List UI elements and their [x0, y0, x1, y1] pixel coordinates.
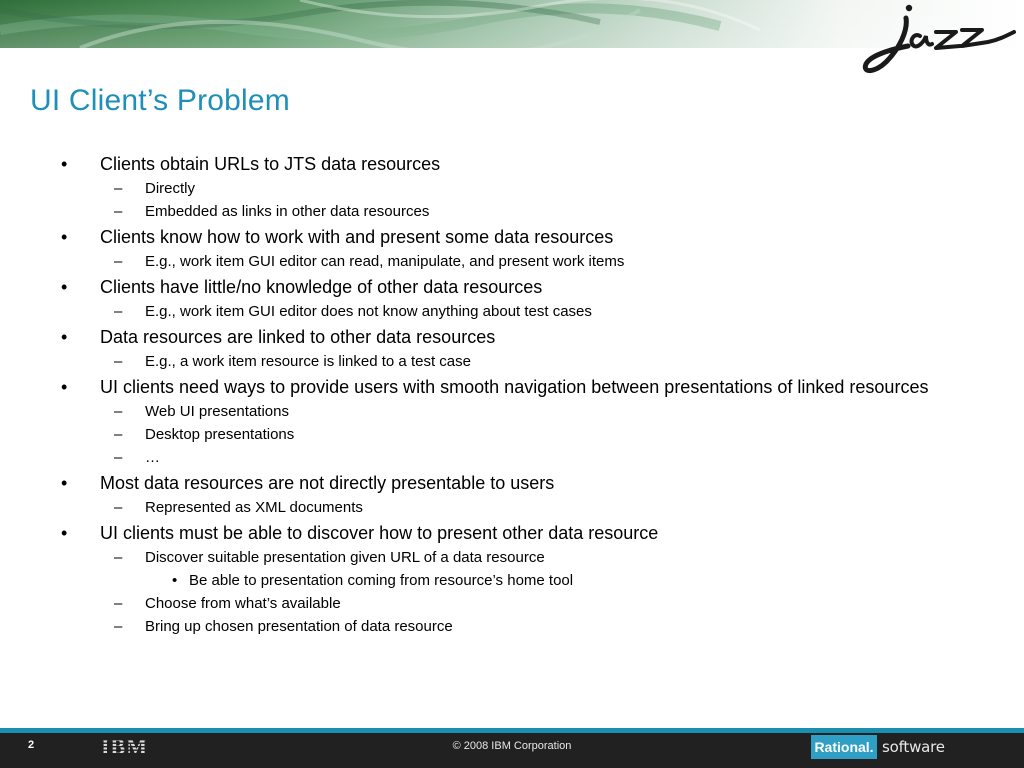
- sub-bullet-item: [0, 253, 1024, 271]
- sub-bullet-text: …: [145, 449, 160, 466]
- dash-marker: –: [114, 426, 123, 443]
- bullet-item: [0, 377, 1024, 398]
- page-number: 2: [28, 739, 35, 751]
- jazz-logo: [848, 2, 1018, 80]
- sub-bullet-text: Desktop presentations: [145, 426, 295, 443]
- sub-bullet-item: [0, 180, 1024, 198]
- software-label: software: [882, 738, 945, 756]
- sub-bullet-item: [0, 595, 1024, 613]
- bullet-marker: •: [61, 473, 68, 493]
- bullet-text: Most data resources are not directly presentable to users: [100, 473, 555, 493]
- dash-marker: –: [114, 303, 123, 320]
- dash-marker: –: [114, 499, 123, 516]
- sub-bullet-item: [0, 549, 1024, 567]
- sub-bullet-text: Discover suitable presentation given URL of a data resource: [145, 549, 545, 566]
- dash-marker: –: [114, 618, 123, 635]
- sub-bullet-item: [0, 353, 1024, 371]
- dash-marker: –: [114, 203, 123, 220]
- sub-bullet-item: [0, 203, 1024, 221]
- copyright-text: © 2008 IBM Corporation: [452, 740, 572, 752]
- bullet-marker: •: [61, 277, 68, 297]
- bullet-item: [0, 154, 1024, 175]
- bullet-marker: •: [61, 154, 68, 174]
- sub-bullet-text: Choose from what’s available: [145, 595, 341, 612]
- sub-bullet-text: E.g., work item GUI editor can read, manipulate, and present work items: [145, 253, 625, 270]
- bullet-marker: •: [61, 327, 68, 347]
- sub-bullet-item: [0, 449, 1024, 467]
- bullet-item: [0, 523, 1024, 544]
- bullet-marker: •: [61, 523, 68, 543]
- dash-marker: –: [114, 449, 123, 466]
- bullet-text: Clients obtain URLs to JTS data resources: [100, 154, 441, 174]
- bullet-text: UI clients need ways to provide users with smooth navigation between presentations of linked resources: [100, 377, 929, 397]
- bullet-text: Clients know how to work with and present some data resources: [100, 227, 614, 247]
- sub-sub-bullet-item: [0, 572, 1024, 590]
- bullet-text: Data resources are linked to other data resources: [100, 327, 496, 347]
- sub-bullet-item: [0, 403, 1024, 421]
- sub-bullet-text: E.g., work item GUI editor does not know anything about test cases: [145, 303, 592, 320]
- bullet-marker: •: [61, 227, 68, 247]
- dash-marker: –: [114, 403, 123, 420]
- bullet-text: UI clients must be able to discover how to present other data resource: [100, 523, 659, 543]
- dash-marker: –: [114, 180, 123, 197]
- bullet-list: [0, 148, 1024, 636]
- sub-bullet-item: [0, 426, 1024, 444]
- bullet-marker: •: [172, 572, 178, 589]
- bullet-item: [0, 277, 1024, 298]
- bullet-marker: •: [61, 377, 68, 397]
- dash-marker: –: [114, 253, 123, 270]
- rational-badge: Rational.: [811, 735, 877, 759]
- bullet-item: [0, 327, 1024, 348]
- sub-bullet-item: [0, 618, 1024, 636]
- sub-bullet-text: E.g., a work item resource is linked to a test case: [145, 353, 471, 370]
- footer-bar: [0, 733, 1024, 768]
- bullet-item: [0, 227, 1024, 248]
- bullet-item: [0, 473, 1024, 494]
- slide-title: UI Client’s Problem: [30, 84, 291, 117]
- sub-bullet-text: Bring up chosen presentation of data resource: [145, 618, 453, 635]
- sub-bullet-text: Represented as XML documents: [145, 499, 363, 516]
- sub-bullet-item: [0, 303, 1024, 321]
- sub-bullet-text: Web UI presentations: [145, 403, 289, 420]
- sub-bullet-item: [0, 499, 1024, 517]
- dash-marker: –: [114, 595, 123, 612]
- dash-marker: –: [114, 549, 123, 566]
- sub-bullet-text: Directly: [145, 180, 196, 197]
- sub-sub-bullet-text: Be able to presentation coming from resource’s home tool: [189, 572, 574, 589]
- dash-marker: –: [114, 353, 123, 370]
- bullet-text: Clients have little/no knowledge of other data resources: [100, 277, 543, 297]
- sub-bullet-text: Embedded as links in other data resources: [145, 203, 430, 220]
